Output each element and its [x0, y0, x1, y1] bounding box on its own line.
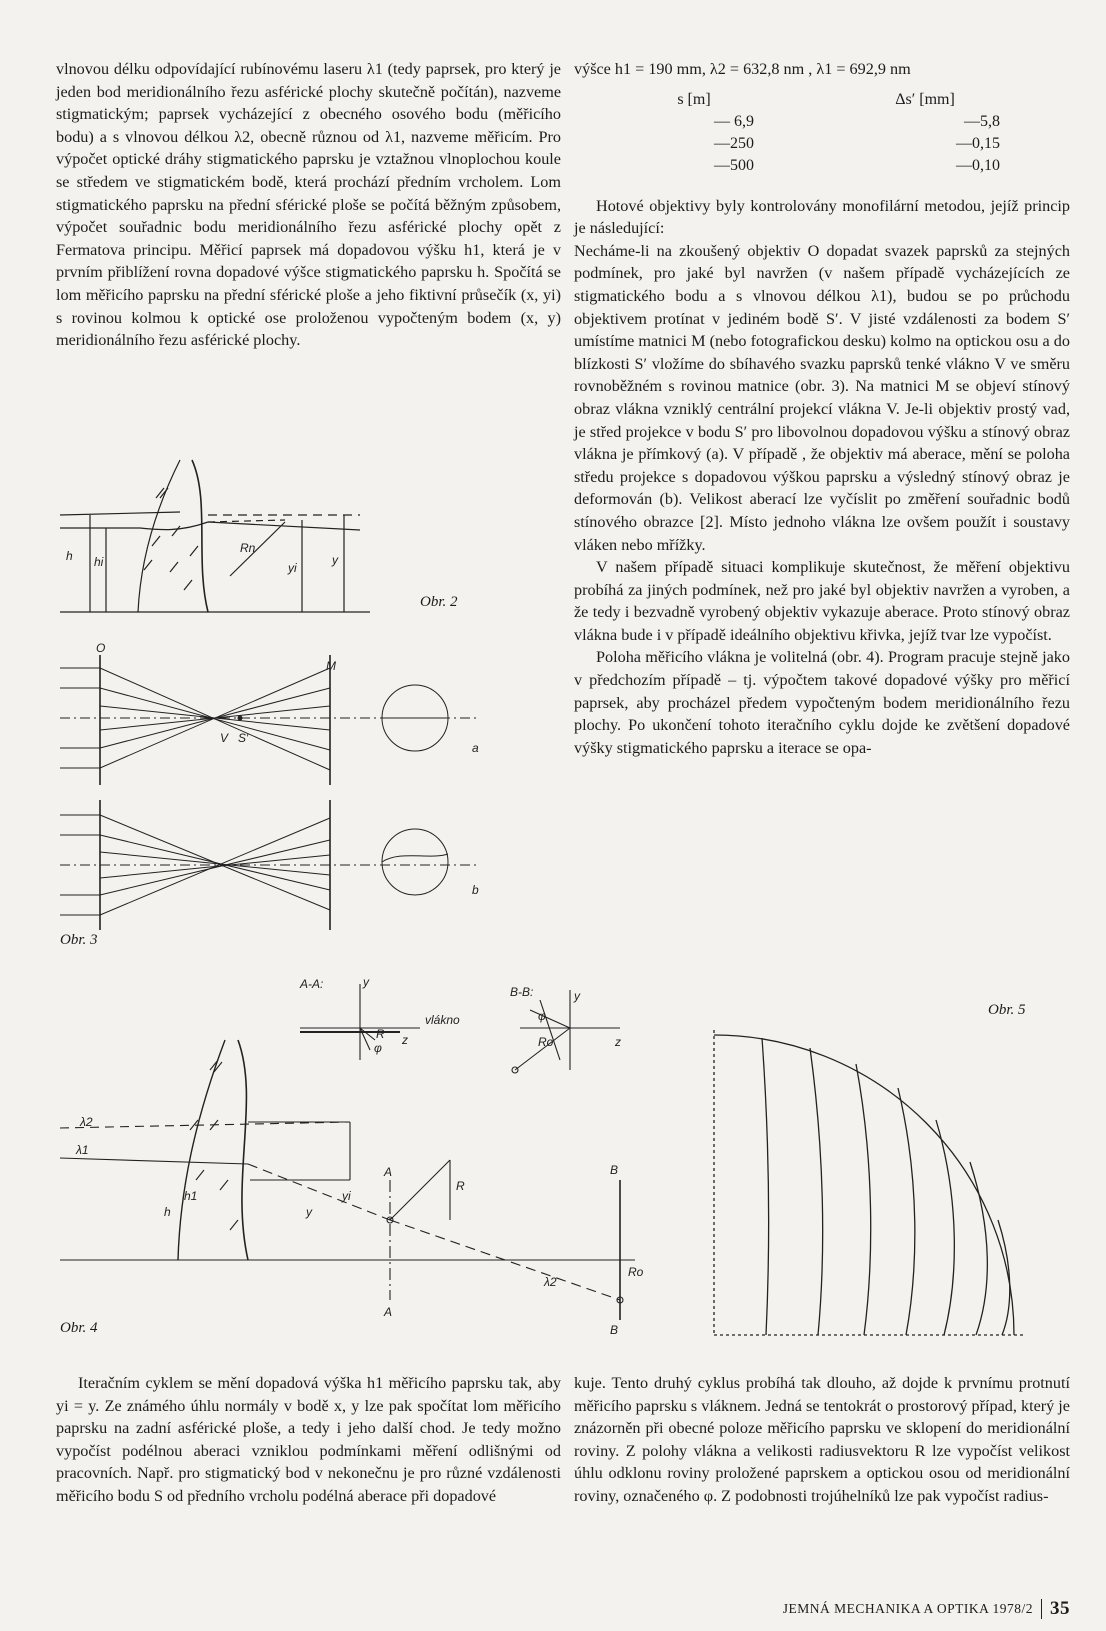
journal-name: JEMNÁ MECHANIKA A OPTIKA 1978/2 [782, 1601, 1033, 1616]
fig4-label-r1: R [376, 1027, 385, 1041]
caption-fig-5: Obr. 5 [988, 1002, 1026, 1018]
table-row [574, 111, 1070, 133]
fig4-label-a-top: A [384, 1165, 393, 1179]
figure-5 [714, 1030, 1044, 1370]
paragraph-right-3: V našem případě situaci komplikuje skutečnost, že měření objektivu probíhá za jiných podmínek, než pro jaké byl objektiv navržen a vyroben, a že tedy i bezvadně vyrobený objektiv vykazuje aberace. Proto stínový obraz vlákna bude i v případě ideálního objektivu křivka, jejíž tvar lze vypočíst. [574, 558, 1070, 644]
right-column-bottom [574, 1372, 1070, 1508]
fig4-label-y1: y [363, 975, 369, 989]
fig4-label-a-bot: A [384, 1305, 393, 1319]
figure-3 [60, 640, 520, 930]
fig4-label-bb: B-B: [510, 985, 534, 999]
fig2-label-h: h [66, 549, 73, 563]
right-column-top [574, 58, 1070, 759]
fig4-label-b-top: B [610, 1163, 619, 1177]
page-footer [783, 1598, 1070, 1620]
intro-line: výšce h1 = 190 mm, λ2 = 632,8 nm , λ1 = 692,9 nm [574, 60, 911, 78]
table-header-cell: Δs′ [mm] [895, 90, 955, 108]
caption-fig-4: Obr. 4 [60, 1320, 98, 1336]
fig3-label-a: a [472, 741, 479, 755]
fig2-label-rn: Rn [240, 541, 256, 555]
table-cell: —250 [714, 134, 754, 152]
footer-divider [1041, 1599, 1042, 1619]
fig2-label-y: y [332, 553, 338, 567]
fig4-label-ro2: Ro [628, 1265, 644, 1279]
paragraph-right-2: Necháme-li na zkoušený objektiv O dopadat svazek paprsků za stejných podmínek, pro jaké byl navržen (v našem případě vycházejících ze stigmatického bodu a s vlnovou délkou λ1), budou se po průchodu objektivem protínat v jediném bodě S′. V jisté vzdálenosti za bodem S′ umístíme matnici M (nebo fotografickou desku) kolmo na optickou osu a do blízkosti S′ vložíme do sbíhavého svazku paprsků tenké vlákno V ve směru rovnoběžném s rovinou matnice (obr. 3). Na matnici M se objeví stínový obraz vlákna vzniklý centrální projekcí vlákna V. Je-li objektiv prostý vad, je střed projekce v bodu S′ pro libovolnou dopadovou výšku a stínový obraz vlákna je přímkový (a). V případě , že objektiv má aberace, mění se poloha středu projekce s dopadovou výškou paprsku a výsledný stínový obraz je deformován (b). Velikost aberací lze vyčíslit po změření souřadnic bodů stínového obrazce [2]. Místo jednoho vlákna lze ovšem použít i soustavy vláken nebo mřížky. [574, 241, 1070, 554]
table-cell: —500 [714, 156, 754, 174]
fig4-label-z2: z [615, 1035, 621, 1049]
fig3-label-v: V [220, 731, 229, 745]
fig4-label-b-bot: B [610, 1323, 619, 1337]
table-row [574, 155, 1070, 177]
fig4-label-lam2b: λ2 [544, 1275, 557, 1289]
page-number: 35 [1050, 1598, 1070, 1619]
table-cell: —0,15 [956, 134, 1000, 152]
paragraph-left-bottom: Iteračním cyklem se mění dopadová výška h1 měřicího paprsku tak, aby yi = y. Ze známého úhlu normály v bodě x, y lze pak spočítat lom měřicího paprsku na zadní asférické ploše, a tedy i jeho další chod. Je tedy možno vypočíst podélnou aberaci vzniklou podmínkami měření odlišnými od pracovních. Např. pro stigmatický bod v nekonečnu je pro různé vzdálenosti měřicího bodu S od předního vrcholu podélná aberace při dopadové [56, 1374, 561, 1505]
fig2-label-yi: yi [288, 561, 297, 575]
fig4-label-z1: z [402, 1033, 408, 1047]
fig4-label-phi2: φ [538, 1009, 546, 1023]
caption-fig-3: Obr. 3 [60, 932, 98, 948]
paragraph-right-bottom: kuje. Tento druhý cyklus probíhá tak dlouho, až dojde k prvnímu protnutí měřicího paprsku s vláknem. Jedná se tentokrát o prostorový případ, který je znázorněn při obecné poloze měřicího paprsku ve sklopení do meridionální roviny. Z polohy vlákna a velikosti radiusvektoru R lze vypočíst velikost úhlu odklonu roviny proložené paprskem a optickou osou od meridionální roviny, označeného φ. Z podobnosti trojúhelníků lze pak vypočíst radius- [574, 1374, 1070, 1505]
fig3-label-m: M [326, 659, 336, 673]
fig4-label-y: y [306, 1205, 312, 1219]
fig4-label-phi1: φ [374, 1041, 382, 1055]
fig4-label-ro: Ro [538, 1035, 554, 1049]
paragraph-right-1: Hotové objektivy byly kontrolovány monofilární metodou, jejíž princip je následující: [574, 196, 1070, 238]
fig4-label-vlakno: vlákno [425, 1013, 460, 1027]
table-header-cell: s [m] [677, 90, 711, 108]
table-cell: — 6,9 [714, 112, 754, 130]
table-cell: —0,10 [956, 156, 1000, 174]
paragraph-left-top: vlnovou délku odpovídající rubínovému laseru λ1 (tedy paprsek, pro který je jeden bod meridionálního řezu asférické plochy skutečně počítán), nazveme stigmatickým; paprsek vycházející z obecného osového bodu (měřicího bodu) a s vlnovou délkou λ2, obecně různou od λ1, nazveme měřicím. Pro výpočet optické dráhy stigmatického paprsku je vztažnou vlnoplochou koule se středem ve stigmatickém bodě, která prochází předním vrcholem. Lom stigmatického paprsku na přední sférické ploše se počítá běžným způsobem, výpočet souřadnic bodu meridionálního řezu asférické plochy opět z Fermatova principu. Měřicí paprsek má dopadovou výšku h1, která je v prvním přiblížení rovna dopadové výšce stigmatického paprsku h. Spočítá se lom měřicího paprsku na přední sférické ploše a jeho fiktivní průsečík (x, yi) s rovinou kolmou k optické ose proloženou vypočteným bodem (x, y) meridionálního řezu asférické plochy. [56, 60, 561, 350]
fig3-label-o: O [96, 641, 106, 655]
fig4-label-h: h [164, 1205, 171, 1219]
fig4-label-yi: yi [342, 1189, 351, 1203]
table-cell: —5,8 [964, 112, 1000, 130]
left-column-top [56, 58, 561, 352]
fig4-label-lam1: λ1 [76, 1143, 89, 1157]
fig4-label-h1: h1 [184, 1189, 198, 1203]
fig4-label-lam2: λ2 [80, 1115, 93, 1129]
fig3-label-s: S′ [238, 731, 249, 745]
fig2-label-hi: hi [94, 555, 104, 569]
fig4-label-aa: A-A: [300, 977, 324, 991]
aberration-table [574, 89, 1070, 177]
paragraph-right-4: Poloha měřicího vlákna je volitelná (obr. 4). Program pracuje stejně jako v předchozím případě – tj. výpočtem takové dopadové výšky pro měřicí paprsek, aby procházel předem vypočteným bodem meridionálního řezu plochy. Po ukončení tohoto iteračního cyklu dojde ke zvětšení dopadové výšky stigmatického paprsku a iterace se opa- [574, 648, 1070, 757]
fig4-label-y2: y [574, 989, 580, 1003]
figure-4 [60, 975, 660, 1340]
fig3-label-b: b [472, 883, 479, 897]
fig4-label-r2: R [456, 1179, 465, 1193]
left-column-bottom [56, 1372, 561, 1508]
table-header [574, 89, 1070, 111]
caption-fig-2: Obr. 2 [420, 594, 458, 610]
table-row [574, 133, 1070, 155]
figure-2 [60, 460, 420, 610]
